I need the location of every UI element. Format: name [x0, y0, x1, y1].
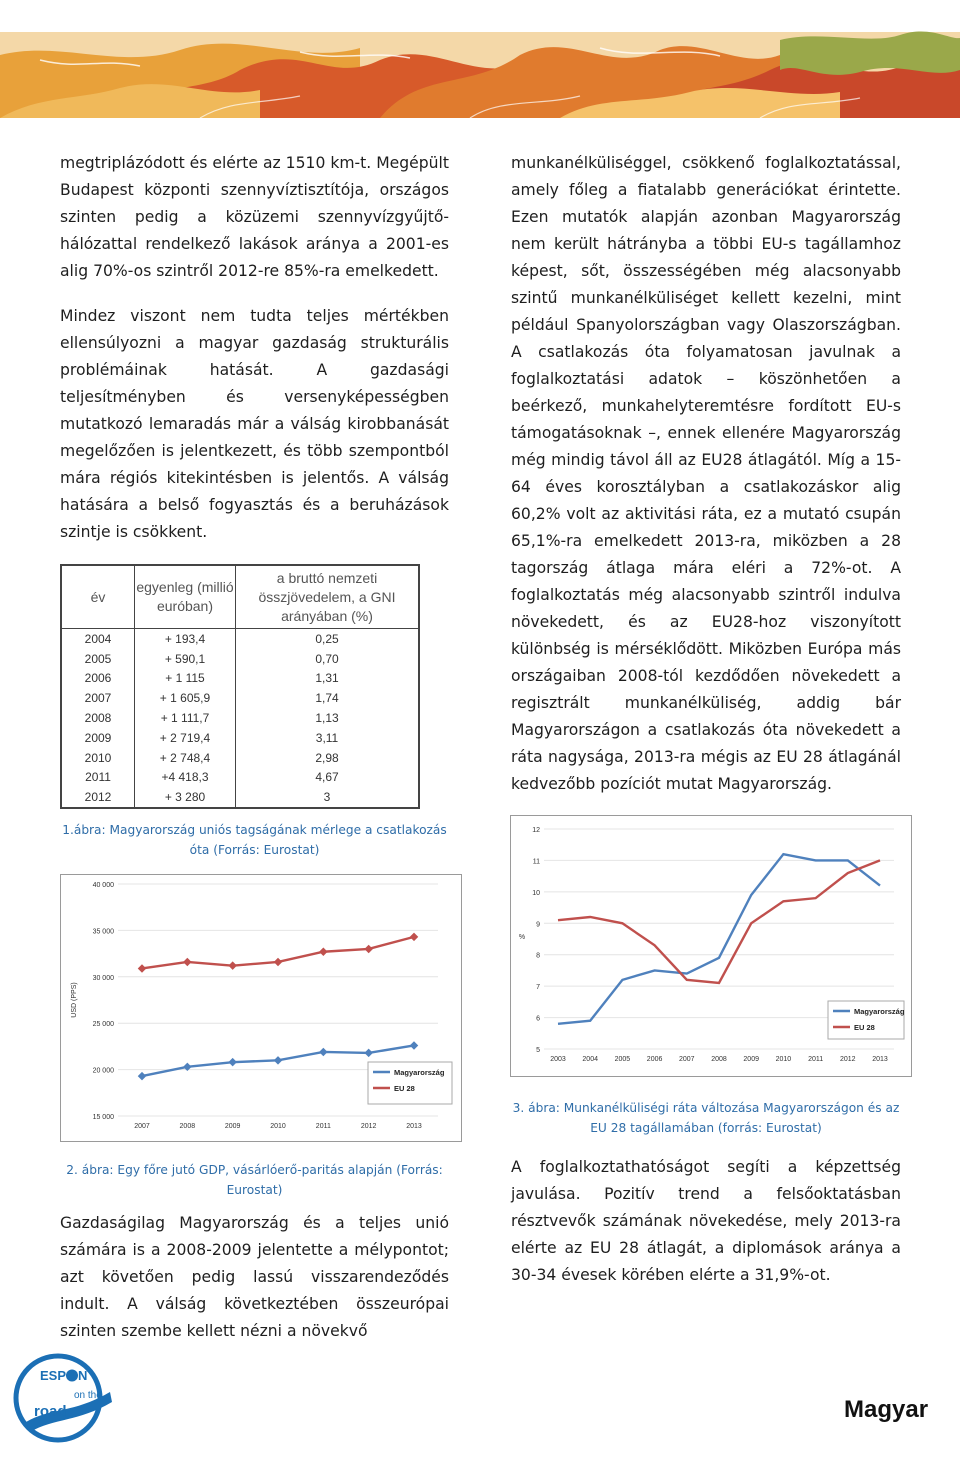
table-row [61, 649, 419, 669]
y-tick-label: 25 000 [92, 1021, 114, 1029]
y-tick-label: 10 [532, 889, 540, 897]
x-tick-label: 2008 [711, 1056, 727, 1063]
y-tick-label: 7 [536, 984, 540, 992]
table-cell-year: 2008 [61, 708, 135, 728]
x-tick-label: 2011 [315, 1123, 331, 1130]
y-tick-label: 30 000 [92, 974, 114, 982]
table-row [61, 708, 419, 728]
y-tick-label: 8 [536, 952, 540, 960]
table-row [61, 688, 419, 708]
table-cell-gni: 1,31 [315, 671, 339, 686]
left-bottom-text [60, 1210, 449, 1345]
figure-2-caption: 2. ábra: Egy főre jutó GDP, vásárlóerő-paritás alapján (Forrás: Eurostat) [66, 1163, 443, 1197]
table-cell-gni: 0,70 [315, 651, 339, 666]
table-cell-gni: 3 [323, 790, 331, 805]
y-tick-label: 15 000 [92, 1114, 114, 1121]
right-paragraph-1: munkanélküliséggel, csökkenő foglalkoztatással, amely főleg a fiatalabb generációkat érintette. Ezen mutatók alapján azonban Magyarország nem került hátrányba a többi EU-s tagállamhoz képest, sőt, összességében még alacsonyabb szintű munkanélküliséget kellett kezelni, mint például Spanyolországban vagy Olaszországban. A csatlakozás óta folyamatosan javulnak a foglalkoztatási adatok – köszönhetően a beérkező, munkahelyteremtésre fordított EU-s támogatásoknak –, ennek ellenére Magyarország még mindig távol áll az EU28 átlagától. Míg a 15-64 éves korosztályban a csatlakozáskor alig 60,2% volt az aktivitási ráta, ez a mutató csupán 65,1%-ra emelkedett 2013-ra, miközben a 28 tagország átlaga mára eléri a 72%-ot. A foglalkoztatás még alacsonyabb szintről indulva növekedett, és az EU28-hoz viszonyított különbség is mérséklődött. Miközben Európa más országaiban 2008-tól kezdődően növekedett a regisztrált munkanélküliség, addig bár Magyarországon a csatlakozás óta növekedett a ráta nagysága, 2013-ra mégis az EU 28 átlagánál kedvezőbb pozíciót mutat Magyarország. [511, 154, 901, 793]
map-banner-graphic [0, 0, 960, 118]
table-cell-gni: 2,98 [315, 750, 339, 765]
y-axis-label: USD (PPS) [71, 982, 78, 1018]
table-cell-balance: +4 418,3 [135, 768, 236, 788]
logo-espon-n: N [78, 1368, 88, 1383]
x-tick-label: 2003 [550, 1056, 566, 1063]
table-cell-year: 2004 [61, 629, 135, 649]
left-bottom-paragraph: Gazdaságilag Magyarország és a teljes unió számára is a 2008-2009 jelentette a mélypontot; azt követően pedig lassú visszarendeződés indult. A válság következtében összeurópai szinten szembe kellett nézni a növekvő [60, 1214, 449, 1340]
x-tick-label: 2011 [808, 1056, 824, 1063]
table-header-row [61, 565, 419, 629]
figure-1-caption: 1.ábra: Magyarország uniós tagságának mérlege a csatlakozás óta (Forrás: Eurostat) [62, 823, 447, 857]
y-tick-label: 40 000 [92, 882, 114, 889]
right-bottom-text [511, 1154, 901, 1289]
table-cell-balance: + 3 280 [135, 787, 236, 808]
table-cell-gni: 4,67 [315, 770, 339, 785]
logo-espon-text: ESP [40, 1368, 67, 1383]
table-cell-gni: 1,13 [315, 711, 339, 726]
espon-logo [12, 1352, 120, 1444]
x-tick-label: 2007 [134, 1123, 150, 1130]
right-bottom-paragraph: A foglalkoztathatóságot segíti a képzettség javulása. Pozitív trend a felsőoktatásban résztvevők számának növekedése, mely 2013-ra elérte az EU 28 átlagát, a diplomások aránya a 30-34 évesek körében elérte a 31,9%-ot. [511, 1158, 901, 1284]
right-column-text [511, 150, 901, 798]
table-header-balance: egyenleg (millió euróban) [135, 565, 236, 629]
y-tick-label: 20 000 [92, 1067, 114, 1075]
x-tick-label: 2005 [614, 1056, 631, 1063]
figure-3-caption: 3. ábra: Munkanélküliségi ráta változása Magyarországon és az EU 28 tagállamában (forrás: Eurostat) [512, 1101, 900, 1135]
table-header-gni: a bruttó nemzeti összjövedelem, a GNI arányában (%) [236, 565, 420, 629]
legend-label-1: EU 28 [854, 1023, 875, 1032]
table-cell-balance: + 1 115 [135, 669, 236, 689]
y-tick-label: 11 [532, 858, 540, 866]
footer-country-word: Magyar [844, 1396, 929, 1423]
y-tick-label: 5 [536, 1047, 540, 1054]
y-tick-label: 6 [536, 1015, 540, 1023]
x-tick-label: 2008 [179, 1123, 196, 1130]
table-cell-balance: + 2 748,4 [135, 748, 236, 768]
table-cell-balance: + 1 111,7 [135, 708, 236, 728]
eu-balance-table [60, 564, 420, 809]
logo-road-text: road [34, 1403, 67, 1420]
x-tick-label: 2012 [360, 1123, 377, 1130]
gdp-chart [60, 874, 462, 1142]
table-cell-balance: + 1 605,9 [135, 688, 236, 708]
legend-label-0: Magyarország [854, 1007, 905, 1016]
y-tick-label: 9 [536, 921, 540, 929]
table-cell-year: 2009 [61, 728, 135, 748]
table-row [61, 629, 419, 649]
x-tick-label: 2010 [775, 1056, 792, 1063]
table-row [61, 748, 419, 768]
table-cell-year: 2010 [61, 748, 135, 768]
y-tick-label: 12 [532, 827, 540, 834]
left-column-text [60, 150, 449, 546]
x-tick-label: 2010 [270, 1123, 286, 1130]
table-row [61, 669, 419, 689]
table-cell-year: 2012 [61, 787, 135, 808]
table-cell-year: 2011 [61, 768, 135, 788]
table-row [61, 768, 419, 788]
left-paragraph-1: megtriplázódott és elérte az 1510 km-t. Megépült Budapest központi szennyvíztisztítója, országos szinten pedig a közüzemi szennyvízgyűjtő-hálózattal rendelkező lakások aránya a 2001-es alig 70%-os szintről 2012-re 85%-ra emelkedett. [60, 154, 449, 280]
table-row [61, 728, 419, 748]
x-tick-label: 2006 [646, 1056, 663, 1063]
unemployment-chart [510, 815, 912, 1077]
table-cell-balance: + 2 719,4 [135, 728, 236, 748]
table-cell-year: 2005 [61, 649, 135, 669]
x-tick-label: 2012 [840, 1056, 856, 1063]
table-cell-balance: + 590,1 [135, 649, 236, 669]
header-map-banner [0, 0, 960, 118]
x-tick-label: 2013 [406, 1123, 422, 1130]
left-paragraph-2: Mindez viszont nem tudta teljes mértékben ellensúlyozni a magyar gazdaság strukturális problémáinak hatását. A gazdasági teljesítményben és versenyképességben mutatkozó lemaradás már a válság kirobbanását megelőzően is jelentkezett, és több szempontból mára régiós kitekintésben is jelentős. A válság hatására a belső fogyasztás és a beruházások szintje is csökkent. [60, 307, 449, 541]
table-row [61, 787, 419, 808]
table-cell-year: 2006 [61, 669, 135, 689]
table-cell-balance: + 193,4 [135, 629, 236, 649]
legend-label-0: Magyarország [394, 1068, 445, 1077]
x-tick-label: 2013 [872, 1056, 888, 1063]
logo-on-the-text: on the [74, 1390, 102, 1401]
legend-label-1: EU 28 [394, 1084, 415, 1093]
table-cell-gni: 1,74 [315, 691, 339, 706]
x-tick-label: 2004 [582, 1056, 598, 1063]
table-body [61, 629, 419, 809]
x-tick-label: 2009 [224, 1123, 241, 1130]
x-tick-label: 2009 [743, 1056, 759, 1063]
table-cell-gni: 0,25 [315, 631, 339, 646]
table-cell-year: 2007 [61, 688, 135, 708]
y-axis-label: % [518, 934, 526, 941]
x-tick-label: 2007 [679, 1056, 695, 1063]
table-header-year: év [61, 565, 135, 629]
table-cell-gni: 3,11 [315, 730, 339, 745]
y-tick-label: 35 000 [92, 928, 114, 936]
